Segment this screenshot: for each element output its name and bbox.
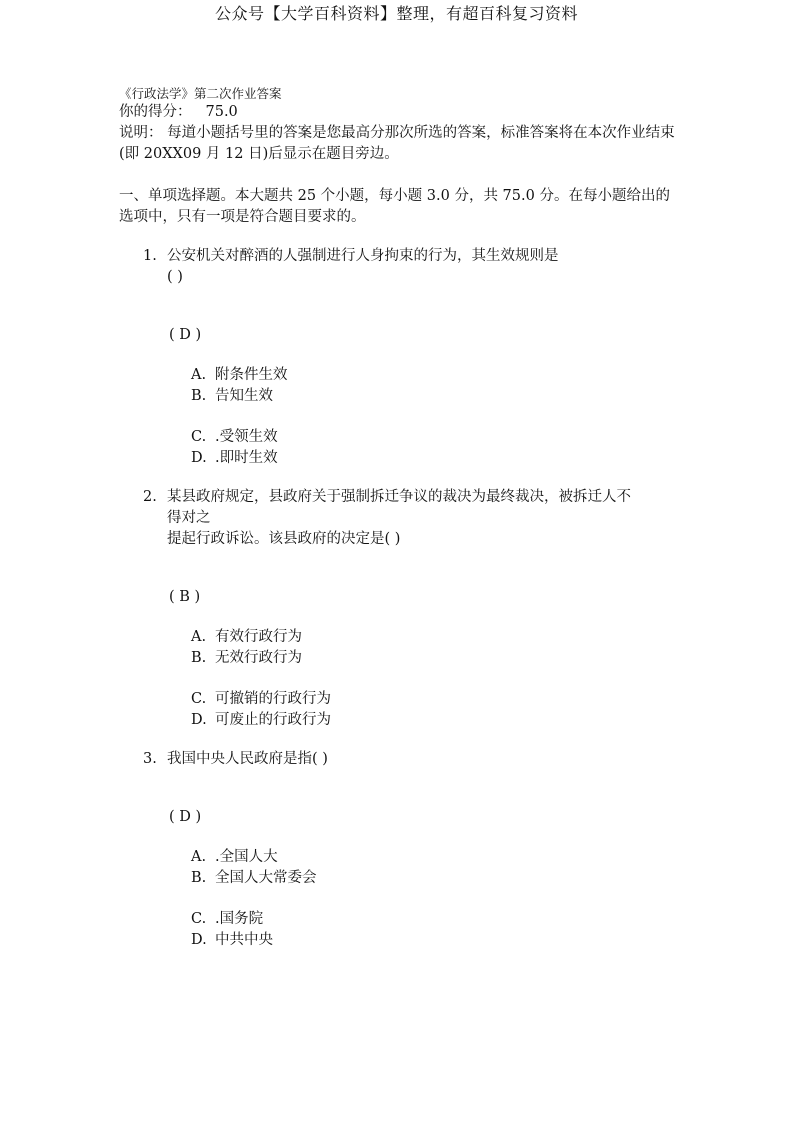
page-header: 公众号【大学百科资料】整理，有超百科复习资料 [214, 4, 578, 23]
question-number: 2. [143, 489, 157, 505]
question-text-line: ( ) [167, 269, 183, 285]
question-text-line: 我国中央人民政府是指( ) [167, 751, 328, 767]
question-3 [119, 749, 679, 951]
option-b: B. 全国人大常委会 [191, 870, 317, 886]
option-list [191, 365, 679, 469]
question-number: 3. [143, 751, 157, 767]
option-b: B. 告知生效 [191, 388, 273, 404]
score-line [119, 102, 679, 123]
option-d: D. .即时生效 [191, 450, 278, 466]
option-d: D. 可废止的行政行为 [191, 712, 331, 728]
option-d: D. 中共中央 [191, 932, 273, 948]
option-list [191, 847, 679, 951]
option-a: A. .全国人大 [191, 849, 278, 865]
question-2 [119, 487, 679, 731]
question-text-line: 提起行政诉讼。该县政府的决定是( ) [167, 531, 401, 547]
section-intro: 一、单项选择题。本大题共 25 个小题，每小题 3.0 分，共 75.0 分。在每小题给出的选项中，只有一项是符合题目要求的。 [119, 188, 670, 225]
option-a: A. 有效行政行为 [191, 629, 302, 645]
question-text-line: 得对之 [167, 510, 211, 526]
score-value: 75.0 [205, 104, 238, 120]
question-text-line: 公安机关对醉酒的人强制进行人身拘束的行为，其生效规则是 [167, 248, 559, 264]
selected-answer: ( B ) [169, 589, 201, 605]
selected-answer: ( D ) [169, 327, 202, 343]
option-b: B. 无效行政行为 [191, 650, 302, 666]
score-label: 你的得分： [119, 104, 192, 120]
selected-answer: ( D ) [169, 809, 202, 825]
option-c: C. .受领生效 [191, 429, 278, 445]
option-list [191, 627, 679, 731]
option-c: C. .国务院 [191, 911, 264, 927]
option-c: C. 可撤销的行政行为 [191, 691, 331, 707]
question-1 [119, 246, 679, 469]
question-number: 1. [143, 248, 157, 264]
question-text-line: 某县政府规定，县政府关于强制拆迁争议的裁决为最终裁决，被拆迁人不 [167, 489, 631, 505]
document-title: 《行政法学》第二次作业答案 [119, 86, 282, 101]
option-a: A. 附条件生效 [191, 367, 288, 383]
instructions-note: 说明： 每道小题括号里的答案是您最高分那次所选的答案，标准答案将在本次作业结束(即 20XX09 月 12 日)后显示在题目旁边。 [119, 125, 675, 162]
document-body [119, 86, 679, 951]
